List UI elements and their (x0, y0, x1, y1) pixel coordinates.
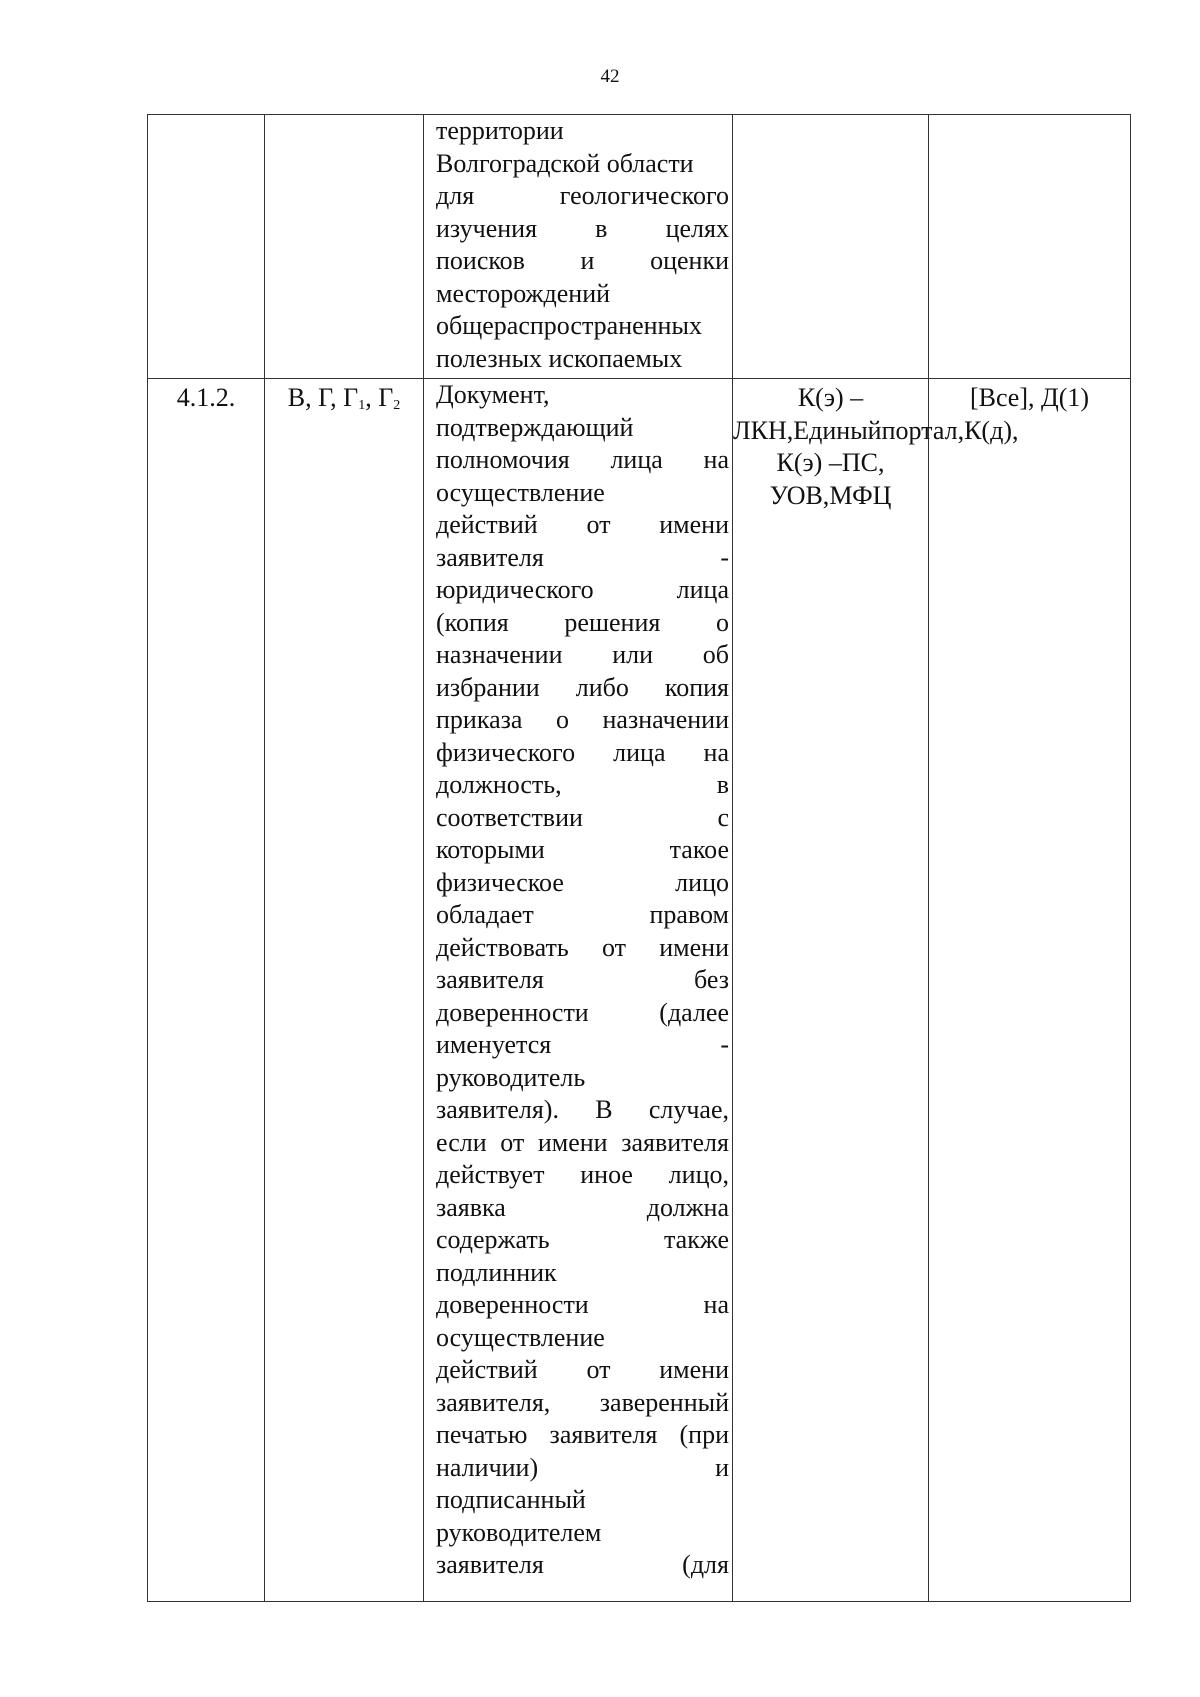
row1-recipients-cell (929, 115, 1131, 379)
text-line: полезных ископаемых (436, 343, 683, 373)
row2-number-cell (148, 379, 265, 1602)
applicant-categories: В, Г, $Г_1$, $Г_2$ (287, 383, 401, 413)
text-line: действий от имени (436, 1355, 729, 1384)
text-line: печатью заявителя (при (436, 1420, 729, 1449)
table-row (148, 115, 1131, 379)
text-line: доверенности (далее (436, 997, 729, 1027)
text-line: физического лица на (436, 737, 729, 767)
text-line: руководитель (436, 1062, 586, 1092)
text-line: заявителя без (436, 965, 729, 994)
text-line: подписанный (436, 1485, 586, 1514)
text-line: Документ, (436, 380, 550, 409)
text-line: осуществление (436, 1322, 605, 1352)
text-line: изучения в целях (436, 213, 729, 243)
text-line: заявителя - (436, 542, 729, 572)
row1-document-text (424, 115, 732, 375)
text-line: избрании либо копия (436, 672, 729, 702)
table-row (148, 379, 1131, 1602)
text-line: портал, (881, 415, 965, 445)
text-line: ПС, УОВ, (769, 448, 885, 510)
text-line: МФЦ (829, 480, 892, 510)
text-line: соответствии с (436, 802, 729, 832)
row2-category-cell (265, 379, 424, 1602)
row1-submission-cell (733, 115, 929, 379)
text-line: заявителя, заверенный (436, 1387, 729, 1417)
row2-recipients-cell (929, 379, 1131, 1602)
text-line: доверенности на (436, 1290, 729, 1319)
text-line: полномочия лица на (436, 445, 729, 474)
text-line: заявителя (для (436, 1550, 729, 1579)
text-line: должность, в (436, 770, 729, 799)
text-line: осуществление (436, 477, 605, 507)
row2-document-cell (424, 379, 733, 1602)
item-number: 4.1.2. (176, 383, 236, 412)
text-line: территории (436, 116, 564, 145)
text-line: для геологического (436, 181, 729, 210)
page-number: 42 (600, 66, 620, 87)
text-line: руководителем (436, 1517, 602, 1547)
text-line: юридического лица (436, 575, 729, 604)
text-line: Волгоградской области (436, 148, 694, 178)
text-line: подлинник (436, 1257, 557, 1287)
text-line: заявка должна (436, 1192, 729, 1222)
text-line: действует иное лицо, (436, 1160, 729, 1189)
text-line: обладает правом (436, 900, 729, 929)
text-line: действий от имени (436, 510, 729, 539)
text-line: (копия решения о (436, 607, 729, 637)
text-line: Единый (793, 415, 882, 445)
text-line: приказа о назначении (436, 705, 729, 734)
documents-table (147, 114, 1131, 1602)
text-line: назначении или об (436, 640, 729, 669)
row1-category-cell (265, 115, 424, 379)
text-line: физическое лицо (436, 867, 729, 897)
text-line: поисков и оценки (436, 246, 729, 275)
row2-document-text (424, 379, 732, 1582)
text-line: месторождений (436, 278, 611, 308)
text-line: содержать также (436, 1225, 729, 1254)
text-line: действовать от имени (436, 932, 729, 962)
row1-document-cell (424, 115, 733, 379)
text-line: именуется - (436, 1030, 729, 1059)
submission-methods (733, 379, 1019, 512)
text-line: К(э) – ЛКН, (733, 383, 864, 445)
text-line: которыми такое (436, 835, 729, 864)
text-line: общераспространенных (436, 311, 702, 340)
recipients: [Все], Д(1) (969, 383, 1090, 412)
text-line: заявителя). В случае, (436, 1095, 729, 1124)
row2-submission-cell (733, 379, 1019, 1602)
row1-number-cell (148, 115, 265, 379)
text-line: если от имени заявителя (436, 1127, 729, 1157)
text-line: подтверждающий (436, 412, 634, 442)
text-line: К(д), К(э) – (776, 415, 1019, 477)
text-line: наличии) и (436, 1452, 729, 1482)
